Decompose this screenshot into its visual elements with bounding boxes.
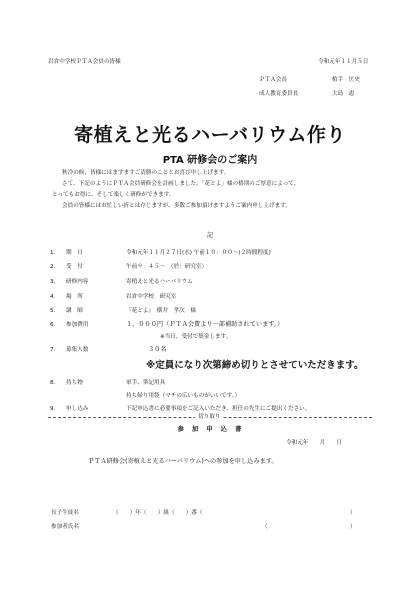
item-4-value: 岩倉中学校 研究室 — [126, 294, 177, 300]
item-2-value: 午前９：４５〜 （於：研究室） — [126, 264, 208, 270]
item-9-no: 9. — [50, 406, 56, 412]
item-1-no: 1. — [50, 250, 56, 256]
eldest-student-label: 長子生徒名 — [51, 510, 79, 516]
intro-line-2: さて、下記のようにＰＴＡ会員研修会を計画しました。「花とよ」様の格別のご厚意によって、 — [62, 181, 300, 187]
issue-date: 令和元年１１月５日 — [318, 59, 369, 65]
recipient-line: 岩倉中学校ＰＴＡ会員の皆様 — [48, 59, 121, 65]
intro-line-3: とってもお得に、そして楽しく研修ができます。 — [52, 192, 175, 198]
sender-name-pta-president: 植手 匡史 — [332, 77, 360, 83]
participant-name-open[interactable]: （ — [262, 524, 268, 530]
eldest-student-fields[interactable]: （ ）年（ ）組（ ）番（ — [113, 510, 203, 516]
participant-name-label: 参加者氏名 — [51, 524, 79, 530]
item-6-value: １，０００円（ＰＴＡ会費より一部補助されています。） — [126, 321, 284, 328]
item-1-value: 令和元年１１月２７日(水) 午前１０：００〜(２時間程度) — [126, 250, 271, 256]
eldest-student-close: ） — [350, 510, 356, 516]
item-4-no: 4. — [50, 294, 56, 300]
item-8-label: 持ち物 — [66, 380, 83, 386]
page-title: 寄植えと光るハーバリウム作り — [74, 124, 346, 146]
item-3-value: 寄植えと光るハーバリウム — [126, 279, 193, 285]
form-statement: ＰＴＡ研修会(寄植えと光るハーバリウム)への参加を申し込みます。 — [88, 458, 278, 465]
participant-name-close: ） — [350, 524, 356, 530]
item-6-sub: ※当日、受付で集金します。 — [160, 334, 232, 340]
capacity-note: ※定員になり次第締め切りとさせていただきます。 — [146, 360, 364, 371]
sender-name-committee-chair: 大島 恵 — [332, 91, 355, 97]
item-3-label: 研修内容 — [66, 279, 89, 285]
item-6-label: 参加費用 — [66, 322, 89, 328]
item-5-label: 講 師 — [66, 308, 83, 314]
form-date: 令和元年 月 日 — [286, 440, 342, 446]
item-9-label: 申し込み — [66, 406, 89, 412]
item-3-no: 3. — [50, 279, 56, 285]
item-1-label: 期 日 — [66, 250, 83, 256]
item-4-label: 場 所 — [66, 294, 83, 300]
item-6-no: 6. — [50, 322, 56, 328]
intro-line-4: 会員の皆様にはお忙しい折とは存じますが、多数ご参加頂けますようご案内申し上げます。 — [62, 203, 291, 209]
item-8-value: 軍手、筆記用具 — [126, 380, 166, 386]
item-7-no: 7. — [50, 347, 56, 353]
item-8-no: 8. — [50, 380, 56, 386]
intro-line-1: 秋冷の候、皆様にはますますご清勝のこととお喜び申し上げます。 — [62, 170, 230, 176]
ki-heading: 記 — [206, 232, 214, 239]
sender-role-pta-president: ＰＴＡ会長 — [259, 77, 287, 83]
item-5-value: 『花とよ』 横井 孝次 様 — [126, 308, 196, 314]
item-8-sub: 持ち帰り用袋（マチの広いものがいいです。） — [126, 393, 241, 399]
item-2-no: 2. — [50, 264, 56, 270]
page-subtitle: PTA 研修会のご案内 — [162, 155, 258, 166]
cut-label: 切り取り — [195, 413, 223, 421]
form-title: 参 加 申 込 書 — [177, 426, 243, 433]
item-7-label: 募集人数 — [66, 347, 89, 353]
item-2-label: 受 付 — [66, 264, 83, 270]
item-5-no: 5. — [50, 308, 56, 314]
item-7-value: ３０名 — [148, 346, 167, 353]
item-9-value: 下記申込書に必要事項をご記入いただき、担任の先生にご提出ください。 — [126, 406, 311, 412]
sender-role-committee-chair: 成人教育委員長 — [259, 91, 299, 97]
